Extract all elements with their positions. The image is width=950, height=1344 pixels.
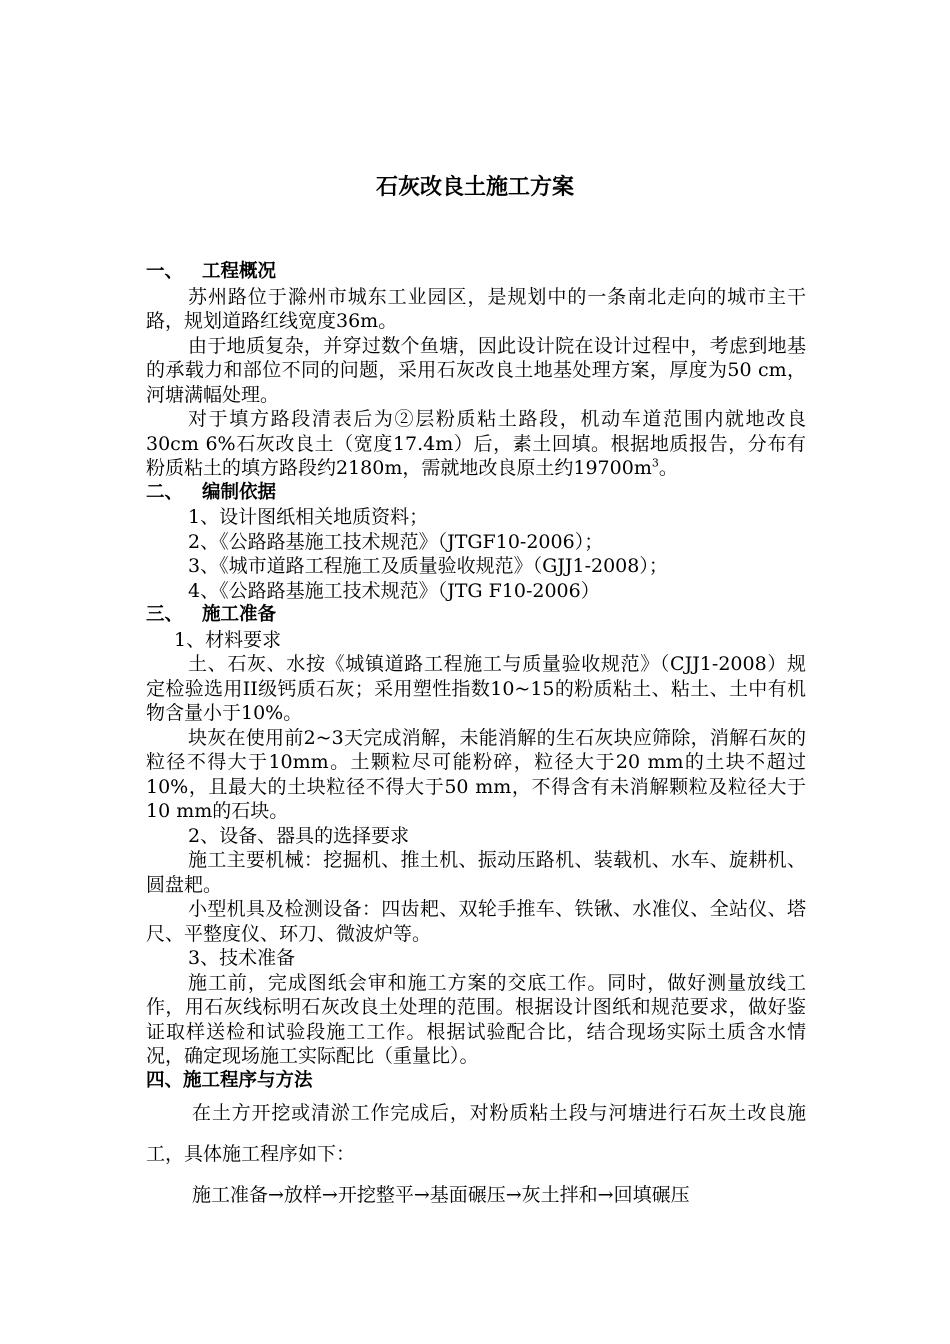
subheading: 1、材料要求 bbox=[174, 628, 282, 651]
section-heading-4: 四、施工程序与方法 bbox=[146, 1069, 313, 1091]
list-item: 4、《公路路基施工技术规范》（JTG F10-2006） bbox=[188, 579, 600, 602]
superscript: 3 bbox=[651, 456, 659, 470]
subheading: 2、设备、器具的选择要求 bbox=[188, 824, 410, 847]
list-item: 3、《城市道路工程施工及质量验收规范》（GJJ1-2008）； bbox=[188, 555, 668, 577]
paragraph: 苏州路位于滁州市城东工业园区，是规划中的一条南北走向的城市主干路，规划道路红线宽度36m。 bbox=[146, 285, 806, 332]
section-title: 编制依据 bbox=[202, 481, 277, 503]
paragraph-text: 对于填方路段清表后为②层粉质粘土路段，机动车道范围内就地改良30cm 6%石灰改良土（宽度17.4m）后，素土回填。根据地质报告，分布有粉质粘土的填方路段约2180m，需就地改良原土约19700m bbox=[146, 408, 806, 479]
paragraph: 在土方开挖或清淤工作完成后，对粉质粘土段与河塘进行石灰土改良施工，具体施工程序如下： bbox=[146, 1102, 806, 1165]
section-number: 一、 bbox=[146, 261, 184, 282]
document-body bbox=[146, 260, 806, 1216]
paragraph: 施工主要机械：挖掘机、推土机、振动压路机、装载机、水车、旋耕机、圆盘耙。 bbox=[146, 849, 806, 896]
list-item: 1、设计图纸相关地质资料； bbox=[188, 506, 429, 528]
section-heading-2 bbox=[146, 481, 806, 506]
section-heading-3 bbox=[146, 603, 806, 628]
section-number: 三、 bbox=[146, 604, 184, 625]
section-number: 二、 bbox=[146, 481, 184, 503]
section-title: 工程概况 bbox=[202, 261, 277, 282]
paragraph: 由于地质复杂，并穿过数个鱼塘，因此设计院在设计过程中，考虑到地基的承载力和部位不同的问题，采用石灰改良土地基处理方案，厚度为50 cm，河塘满幅处理。 bbox=[146, 334, 806, 406]
paragraph: 小型机具及检测设备：四齿耙、双轮手推车、铁锹、水准仪、全站仪、塔尺、平整度仪、环刀、微波炉等。 bbox=[146, 898, 806, 945]
paragraph: 施工前，完成图纸会审和施工方案的交底工作。同时，做好测量放线工作，用石灰线标明石灰改良土处理的范围。根据设计图纸和规范要求，做好鉴证取样送检和试验段施工工作。根据试验配合比，结合现场实际土质含水情况，确定现场施工实际配比（重量比）。 bbox=[146, 971, 806, 1067]
section-heading-1 bbox=[146, 260, 806, 285]
section-title: 施工准备 bbox=[202, 604, 277, 625]
paragraph: 土、石灰、水按《城镇道路工程施工与质量验收规范》（CJJ1-2008）规定检验选用II级钙质石灰；采用塑性指数10~15的粉质粘土、粘土、土中有机物含量小于10%。 bbox=[146, 653, 806, 724]
paragraph: 块灰在使用前2~3天完成消解，未能消解的生石灰块应筛除，消解石灰的粒径不得大于10mm。土颗粒尽可能粉碎，粒径大于20 mm的土块不超过10%，且最大的土块粒径不得大于50 mm，不得含有未消解颗粒及粒径大于10 mm的石块。 bbox=[146, 726, 806, 822]
paragraph: 施工准备→放样→开挖整平→基面碾压→灰土拌和→回填碾压 bbox=[192, 1184, 690, 1206]
paragraph-end: 。 bbox=[658, 457, 678, 479]
list-item: 2、《公路路基施工技术规范》（JTGF10-2006）； bbox=[188, 530, 604, 553]
paragraph bbox=[146, 407, 806, 481]
document-title: 石灰改良土施工方案 bbox=[375, 174, 574, 200]
subheading: 3、技术准备 bbox=[188, 947, 296, 969]
